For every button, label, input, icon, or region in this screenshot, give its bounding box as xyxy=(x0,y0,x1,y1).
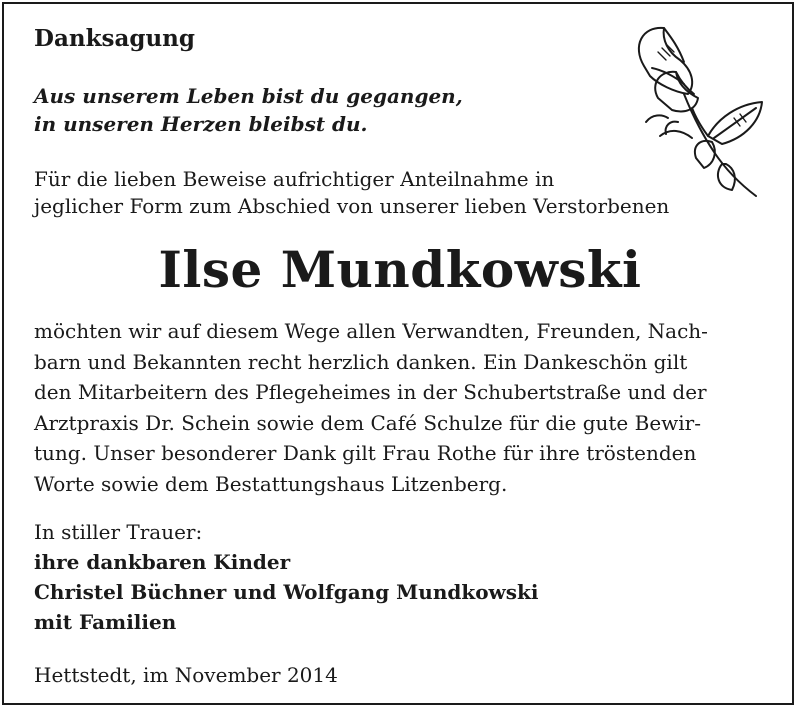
intro-line: Für die lieben Beweise aufrichtiger Anteilnahme in xyxy=(34,167,555,191)
signer-line: mit Familien xyxy=(34,610,177,634)
obituary-notice xyxy=(2,2,794,705)
signer-line: ihre dankbaren Kinder xyxy=(34,550,291,574)
closing-intro: In stiller Trauer: xyxy=(34,520,203,544)
intro-line: jeglicher Form zum Abschied von unserer lieben Verstorbenen xyxy=(34,194,670,218)
motto-line: Aus unserem Leben bist du gegangen, xyxy=(34,84,463,108)
body-line: möchten wir auf diesem Wege allen Verwandten, Freunden, Nach- xyxy=(34,319,708,343)
notice-heading: Danksagung xyxy=(34,25,195,52)
intro-text xyxy=(34,166,669,220)
body-line: Worte sowie dem Bestattungshaus Litzenberg. xyxy=(34,471,508,496)
motto xyxy=(34,82,463,138)
body-line: Arztpraxis Dr. Schein sowie dem Café Schulze für die gute Bewir- xyxy=(34,410,701,435)
body-line: barn und Bekannten recht herzlich danken. Ein Dankeschön gilt xyxy=(34,349,688,374)
place-date: Hettstedt, im November 2014 xyxy=(34,663,338,687)
body-text xyxy=(34,316,708,499)
deceased-name: Ilse Mundkowski xyxy=(158,240,642,299)
calla-lily-flower-icon xyxy=(622,18,782,204)
signer-line: Christel Büchner und Wolfgang Mundkowski xyxy=(34,580,539,604)
body-line: tung. Unser besonderer Dank gilt Frau Rothe für ihre tröstenden xyxy=(34,441,697,465)
closing-block xyxy=(34,517,538,637)
body-line: den Mitarbeitern des Pflegeheimes in der Schubertstraße und der xyxy=(34,380,707,404)
motto-line: in unseren Herzen bleibst du. xyxy=(34,112,368,136)
